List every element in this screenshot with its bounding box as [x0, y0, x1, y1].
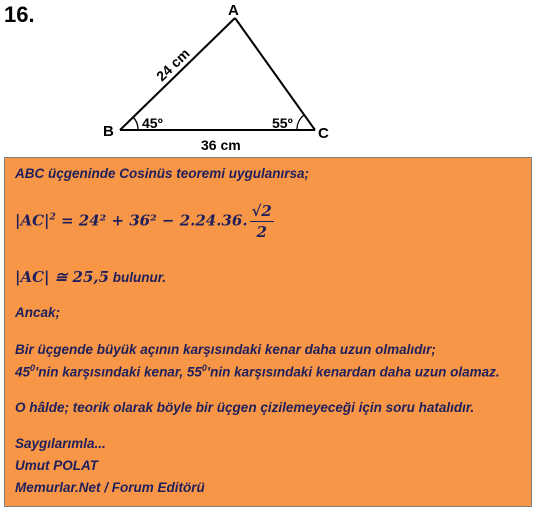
formula-fraction: [250, 202, 274, 241]
formula-rhs: = 24² + 36² − 2.24.36.: [61, 211, 248, 230]
rule-line-2: $45^0'nin$ karşısındaki kenar, $55^0'nin$ karşısındaki kenardan daha uzun olamaz.: [15, 363, 500, 380]
answer-box: [4, 157, 532, 507]
side-ab: [120, 18, 235, 130]
author-name: Umut POLAT: [15, 458, 98, 473]
side-bc-label: 36 cm: [201, 137, 241, 153]
angle-b-arc: [133, 117, 138, 130]
triangle-figure: [0, 0, 545, 160]
fraction-numerator: √2: [251, 202, 272, 220]
cosine-formula: $|AC|^2 = 24^2 + 36^2 - 2.24.36$. $\frac{√2}{2}$: [15, 202, 272, 241]
author-signature: Memurlar.Net / Forum Editörü: [15, 480, 205, 495]
side-ab-label: 24 cm: [152, 45, 193, 85]
fraction-denominator: 2: [256, 223, 267, 241]
result-lhs: |AC|: [15, 268, 50, 286]
vertex-c-label: C: [318, 125, 329, 142]
question-number: 16.: [4, 2, 35, 27]
answer-intro: ABC üçgeninde Cosinüs teoremi uygulanırsa;: [15, 166, 310, 181]
angle-c-label: 55º: [272, 115, 293, 131]
ancak-line: Ancak;: [15, 305, 61, 320]
angle-c-arc: [297, 115, 304, 130]
regards-line: Saygılarımla...: [15, 436, 106, 451]
conclusion-line: O hâlde; teorik olarak böyle bir üçgen çizilemeyeceği için soru hatalıdır.: [15, 400, 475, 415]
angle-b-label: 45º: [142, 115, 163, 131]
formula-lhs: |AC|: [15, 211, 50, 230]
result-rhs: ≅ 25,5: [49, 268, 110, 286]
result-text: bulunur.: [109, 270, 167, 285]
result-line: [15, 268, 166, 286]
vertex-b-label: B: [103, 123, 114, 140]
side-ac: [235, 18, 315, 130]
rule-line: Bir üçgende büyük açının karşısındaki kenar daha uzun olmalıdır;: [15, 342, 436, 357]
vertex-a-label: A: [228, 2, 239, 19]
